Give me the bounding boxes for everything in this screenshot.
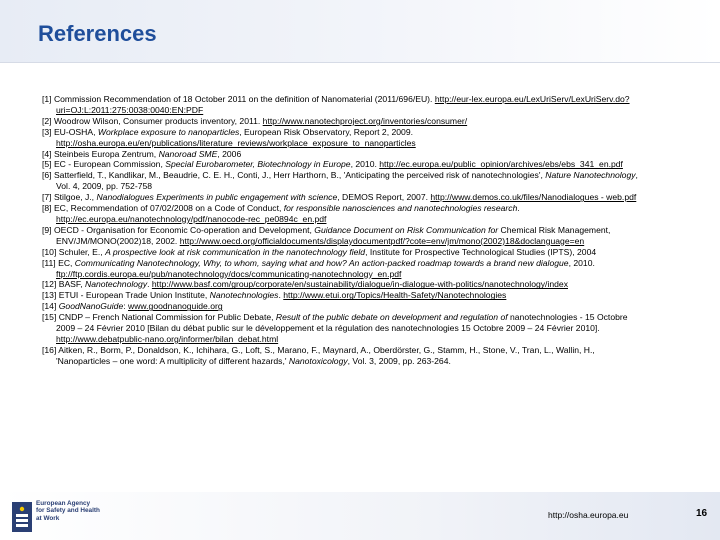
reference-item — [42, 290, 642, 301]
eu-osha-logo-icon — [10, 500, 34, 536]
reference-text: [10] Schuler, E., — [42, 246, 106, 257]
reference-title-italic: Nanotoxicology — [288, 355, 348, 366]
reference-text: [14] — [42, 301, 59, 312]
reference-item — [42, 345, 642, 367]
reference-link[interactable]: http://ec.europa.eu/nanotechnology/pdf/nanocode-rec_pe0894c_en.pdf — [56, 213, 327, 224]
reference-title-italic: Workplace exposure to nanoparticles — [97, 126, 240, 137]
reference-text: [2] Woodrow Wilson, Consumer products inventory, 2011. — [42, 115, 263, 126]
reference-text: . — [147, 279, 152, 290]
page-number: 16 — [696, 508, 708, 519]
reference-text: [13] ETUI - European Trade Union Institute, — [42, 290, 210, 301]
reference-title-italic: Guidance Document on Risk Communication for — [314, 224, 499, 235]
reference-link[interactable]: www.goodnanoguide.org — [128, 301, 223, 312]
reference-item — [42, 279, 642, 290]
reference-link[interactable]: http://ec.europa.eu/public_opinion/archives/ebs/ebs_341_en.pdf — [379, 159, 623, 170]
reference-title-italic: A prospective look at risk communication in the nanotechnology field — [105, 246, 366, 257]
reference-text: , 2006 — [217, 148, 242, 159]
reference-item — [42, 312, 642, 345]
reference-text: , European Risk Observatory, Report 2, 2009. — [239, 126, 413, 137]
reference-item — [42, 225, 642, 247]
reference-link[interactable]: http://www.debatpublic-nano.org/informer/bilan_debat.html — [56, 333, 279, 344]
reference-text: , Vol. 3, 2009, pp. 263-264. — [347, 355, 451, 366]
reference-text: . — [278, 290, 284, 301]
reference-text: . — [517, 203, 520, 214]
eu-osha-logo — [10, 500, 110, 536]
footer-url[interactable]: http://osha.europa.eu — [548, 510, 629, 520]
reference-text: Chemical Risk Management, ENV/JM/MONO(2002)18, 2002. — [56, 224, 611, 246]
reference-text: , 2010. — [568, 257, 595, 268]
reference-link[interactable]: http://www.etui.org/Topics/Health-Safety/Nanotechnologies — [283, 290, 507, 301]
reference-item — [42, 192, 642, 203]
reference-link[interactable]: http://www.basf.com/group/corporate/en/sustainability/dialogue/in-dialogue-with-politics/nanotechnology/index — [151, 279, 568, 290]
reference-item — [42, 247, 642, 258]
reference-item — [42, 94, 642, 116]
reference-link[interactable]: http://osha.europa.eu/en/publications/literature_reviews/workplace_exposure_to_nanoparticles — [56, 137, 416, 148]
reference-link[interactable]: http://www.demos.co.uk/files/Nanodialogues - web.pdf — [430, 192, 637, 203]
reference-list — [42, 94, 642, 367]
page-title: References — [38, 21, 157, 46]
reference-text: [7] Stilgoe, J., — [42, 192, 97, 203]
reference-link[interactable]: ftp://ftp.cordis.europa.eu/pub/nanotechnology/docs/communicating-nanotechnology_en.pdf — [56, 268, 402, 279]
reference-title-italic: for responsible nanosciences and nanotechnologies research — [283, 203, 518, 214]
reference-item — [42, 116, 642, 127]
reference-text: [5] EC - European Commission, — [42, 159, 166, 170]
reference-title-italic: Nanotechnology — [85, 279, 148, 290]
reference-text: [8] EC, Recommendation of 07/02/2008 on a Code of Conduct, — [42, 203, 284, 214]
reference-text: , DEMOS Report, 2007. — [337, 192, 431, 203]
reference-link[interactable]: http://www.oecd.org/officialdocuments/displaydocumentpdf/?cote=env/jm/mono(2002)18&doclanguage=en — [179, 235, 585, 246]
reference-title-italic: Result of the public debate on development and regulation of — [275, 312, 508, 323]
reference-text: , 2010. — [350, 159, 380, 170]
reference-item — [42, 127, 642, 149]
reference-item — [42, 149, 642, 160]
reference-text: [9] OECD - Organisation for Economic Co-operation and Development, — [42, 224, 315, 235]
reference-text: [6] Satterfield, T., Kandlikar, M., Beaudrie, C. E. H., Conti, J., Herr Harthorn, B., 'Anticipating the perceived risk of nanotechnologies', — [42, 170, 546, 181]
reference-text: [11] EC, — [42, 257, 75, 268]
reference-title-italic: Nanodialogues Experiments in public engagement with science — [96, 192, 338, 203]
header-divider — [0, 62, 720, 63]
reference-item — [42, 301, 642, 312]
reference-link[interactable]: http://www.nanotechproject.org/inventories/consumer/ — [262, 115, 468, 126]
reference-title-italic: Nanotechnologies — [209, 290, 279, 301]
reference-title-italic: Special Eurobarometer, Biotechnology in Europe — [165, 159, 351, 170]
reference-text: , Institute for Prospective Technological Studies (IPTS), 2004 — [365, 246, 597, 257]
reference-text: [15] CNDP – French National Commission for Public Debate, — [42, 312, 276, 323]
reference-text: [4] Steinbeis Europa Zentrum, — [42, 148, 159, 159]
reference-link[interactable]: http://eur-lex.europa.eu/LexUriServ/LexUriServ.do?uri=OJ:L:2011:275:0038:0040:EN:PDF — [56, 94, 630, 115]
reference-item — [42, 203, 642, 225]
reference-title-italic: Nature Nanotechnology — [545, 170, 636, 181]
reference-text: [1] Commission Recommendation of 18 October 2011 on the definition of Nanomaterial (2011/696/EU). — [42, 94, 435, 104]
reference-item — [42, 159, 642, 170]
reference-text: : — [123, 301, 129, 312]
logo-text — [36, 500, 126, 522]
reference-title-italic: Nanoroad SME — [158, 148, 218, 159]
reference-text: , Vol. 4, 2009, pp. 752-758 — [56, 170, 638, 192]
reference-text: [12] BASF, — [42, 279, 85, 290]
reference-text: nanotechnologies - 15 Octobre 2009 – 24 Février 2010 [Bilan du débat public sur le développement et la régulation des nanotechnologies 15 Octobre 2009 – 24 Février 2010]. — [56, 312, 628, 334]
logo-line: European Agency — [36, 500, 91, 507]
reference-item — [42, 170, 642, 192]
reference-text: [3] EU-OSHA, — [42, 126, 98, 137]
reference-text: [16] Aitken, R., Borm, P., Donaldson, K., Ichihara, G., Loft, S., Marano, F., Maynard, A., Oberdörster, G., Stamm, H., Stone, V., Tran, L., Wallin, H., 'Nanoparticles – one word: A multiplicity of different hazards,' — [42, 344, 595, 366]
logo-line: at Work — [36, 514, 60, 522]
reference-item — [42, 258, 642, 280]
reference-title-italic: GoodNanoGuide — [58, 301, 124, 312]
reference-title-italic: Communicating Nanotechnology, Why, to whom, saying what and how? An action-packed roadmap towards a brand new dialogue — [74, 257, 569, 268]
logo-line: for Safety and Health — [36, 507, 100, 515]
